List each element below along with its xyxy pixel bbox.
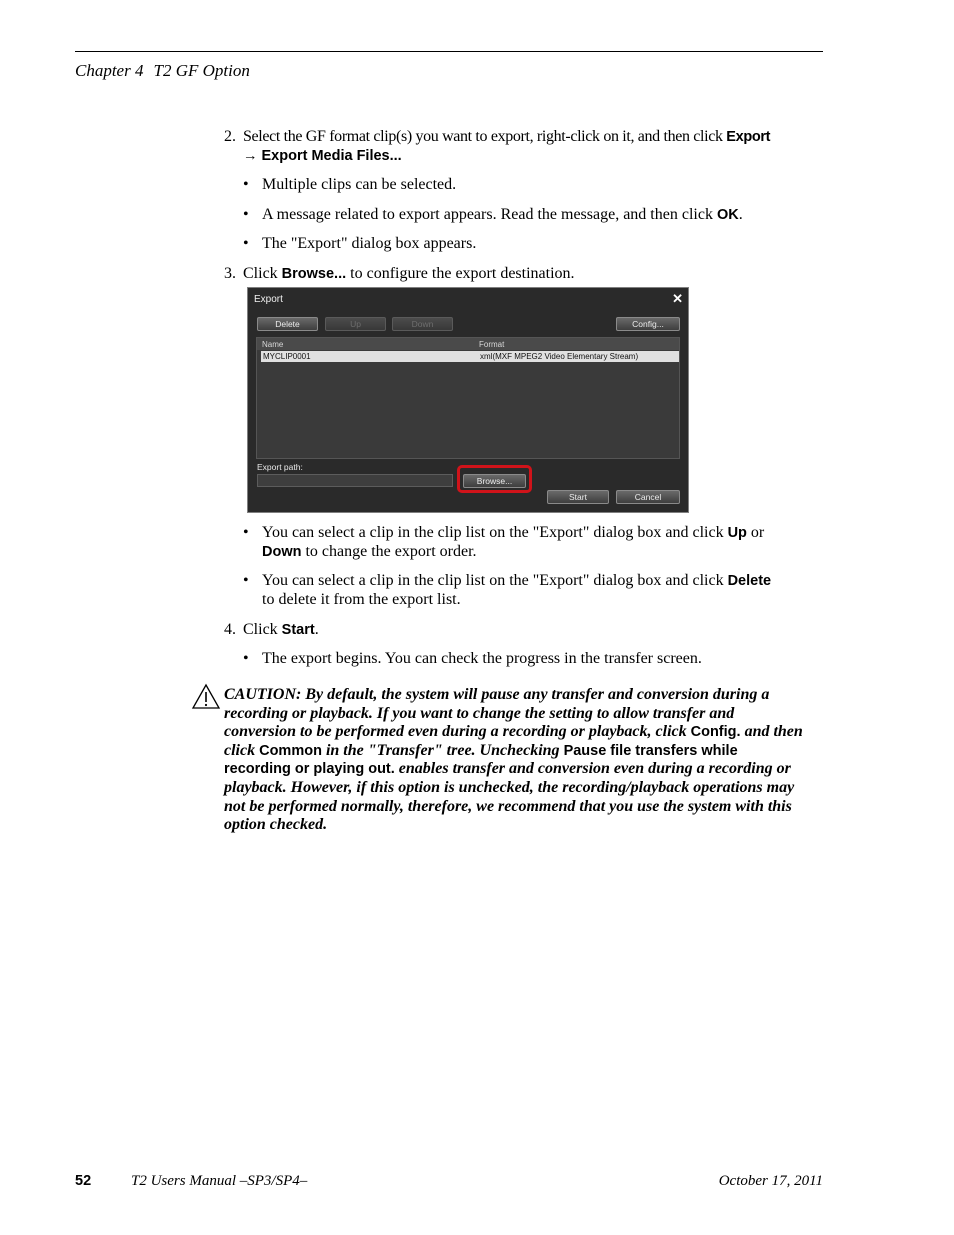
- bullet-icon: •: [243, 206, 249, 223]
- list-header: [257, 338, 679, 350]
- dialog-title: Export: [254, 294, 283, 305]
- browse-highlight: [457, 465, 532, 493]
- close-icon[interactable]: ✕: [672, 291, 683, 306]
- export-dialog: [247, 287, 689, 513]
- manual-title: T2 Users Manual –SP3/SP4–: [131, 1173, 308, 1189]
- step3-text: Click Browse... to configure the export destination.: [243, 265, 575, 282]
- chapter-title: T2 GF Option: [153, 61, 250, 80]
- page-number: 52: [75, 1173, 92, 1189]
- publish-date: October 17, 2011: [718, 1173, 823, 1189]
- cancel-button[interactable]: Cancel: [616, 490, 680, 504]
- running-header: [75, 61, 250, 81]
- step2-text: Select the GF format clip(s) you want to export, right-click on it, and then click Export: [243, 128, 771, 145]
- export-path-input[interactable]: [257, 474, 453, 487]
- browse-button[interactable]: Browse...: [463, 474, 526, 488]
- column-name: Name: [262, 340, 284, 349]
- clip-list[interactable]: [256, 337, 680, 459]
- column-format: Format: [479, 340, 505, 349]
- step-number: 4.: [224, 621, 236, 638]
- down-button[interactable]: Down: [392, 317, 453, 331]
- bullet-icon: •: [243, 572, 249, 589]
- caution-note: CAUTION: By default, the system will pause any transfer and conversion during a recording or playback. If you want to change the setting to allow transfer and conversion to be performed even during a recording or playback, click Config. and then click Common in the "Transfer" tree. Unchecking Pause file transfers while recording or playing out. enables transfer and conversion even during a recording or playback. However, if this option is unchecked, the recording/playback operations may not be performed normally, therefore, we recommend that you use the system with this option checked.: [224, 686, 803, 834]
- start-button[interactable]: Start: [547, 490, 609, 504]
- chapter-label: Chapter 4: [75, 61, 144, 80]
- step2-text-cont: [243, 147, 402, 165]
- clip-format: xml(MXF MPEG2 Video Elementary Stream): [480, 352, 639, 361]
- bullet-icon: •: [243, 176, 249, 193]
- export-media-ref: Export Media Files...: [261, 148, 402, 164]
- bullet-icon: •: [243, 524, 249, 541]
- arrow-icon: →: [243, 148, 258, 164]
- table-row[interactable]: [261, 351, 679, 362]
- list-item-cont: Down to change the export order.: [262, 543, 477, 560]
- export-path-label: Export path:: [257, 462, 303, 472]
- list-item: The export begins. You can check the progress in the transfer screen.: [262, 650, 702, 667]
- list-item: The "Export" dialog box appears.: [262, 235, 477, 252]
- caution-icon: [191, 683, 221, 710]
- list-item: You can select a clip in the clip list on the "Export" dialog box and click Delete: [262, 572, 772, 589]
- header-rule: [75, 51, 823, 52]
- export-menu-ref: Export: [726, 129, 771, 145]
- step-number: 3.: [224, 265, 236, 282]
- list-item: A message related to export appears. Read the message, and then click OK.: [262, 206, 743, 223]
- config-button[interactable]: Config...: [616, 317, 680, 331]
- bullet-icon: •: [243, 650, 249, 667]
- clip-name: MYCLIP0001: [263, 352, 311, 361]
- list-item-cont: to delete it from the export list.: [262, 591, 461, 608]
- delete-button[interactable]: Delete: [257, 317, 318, 331]
- list-item: Multiple clips can be selected.: [262, 176, 457, 193]
- list-item: You can select a clip in the clip list on the "Export" dialog box and click Up or: [262, 524, 765, 541]
- bullet-icon: •: [243, 235, 249, 252]
- step-number: 2.: [224, 128, 236, 145]
- up-button[interactable]: Up: [325, 317, 386, 331]
- step4-text: Click Start.: [243, 621, 319, 638]
